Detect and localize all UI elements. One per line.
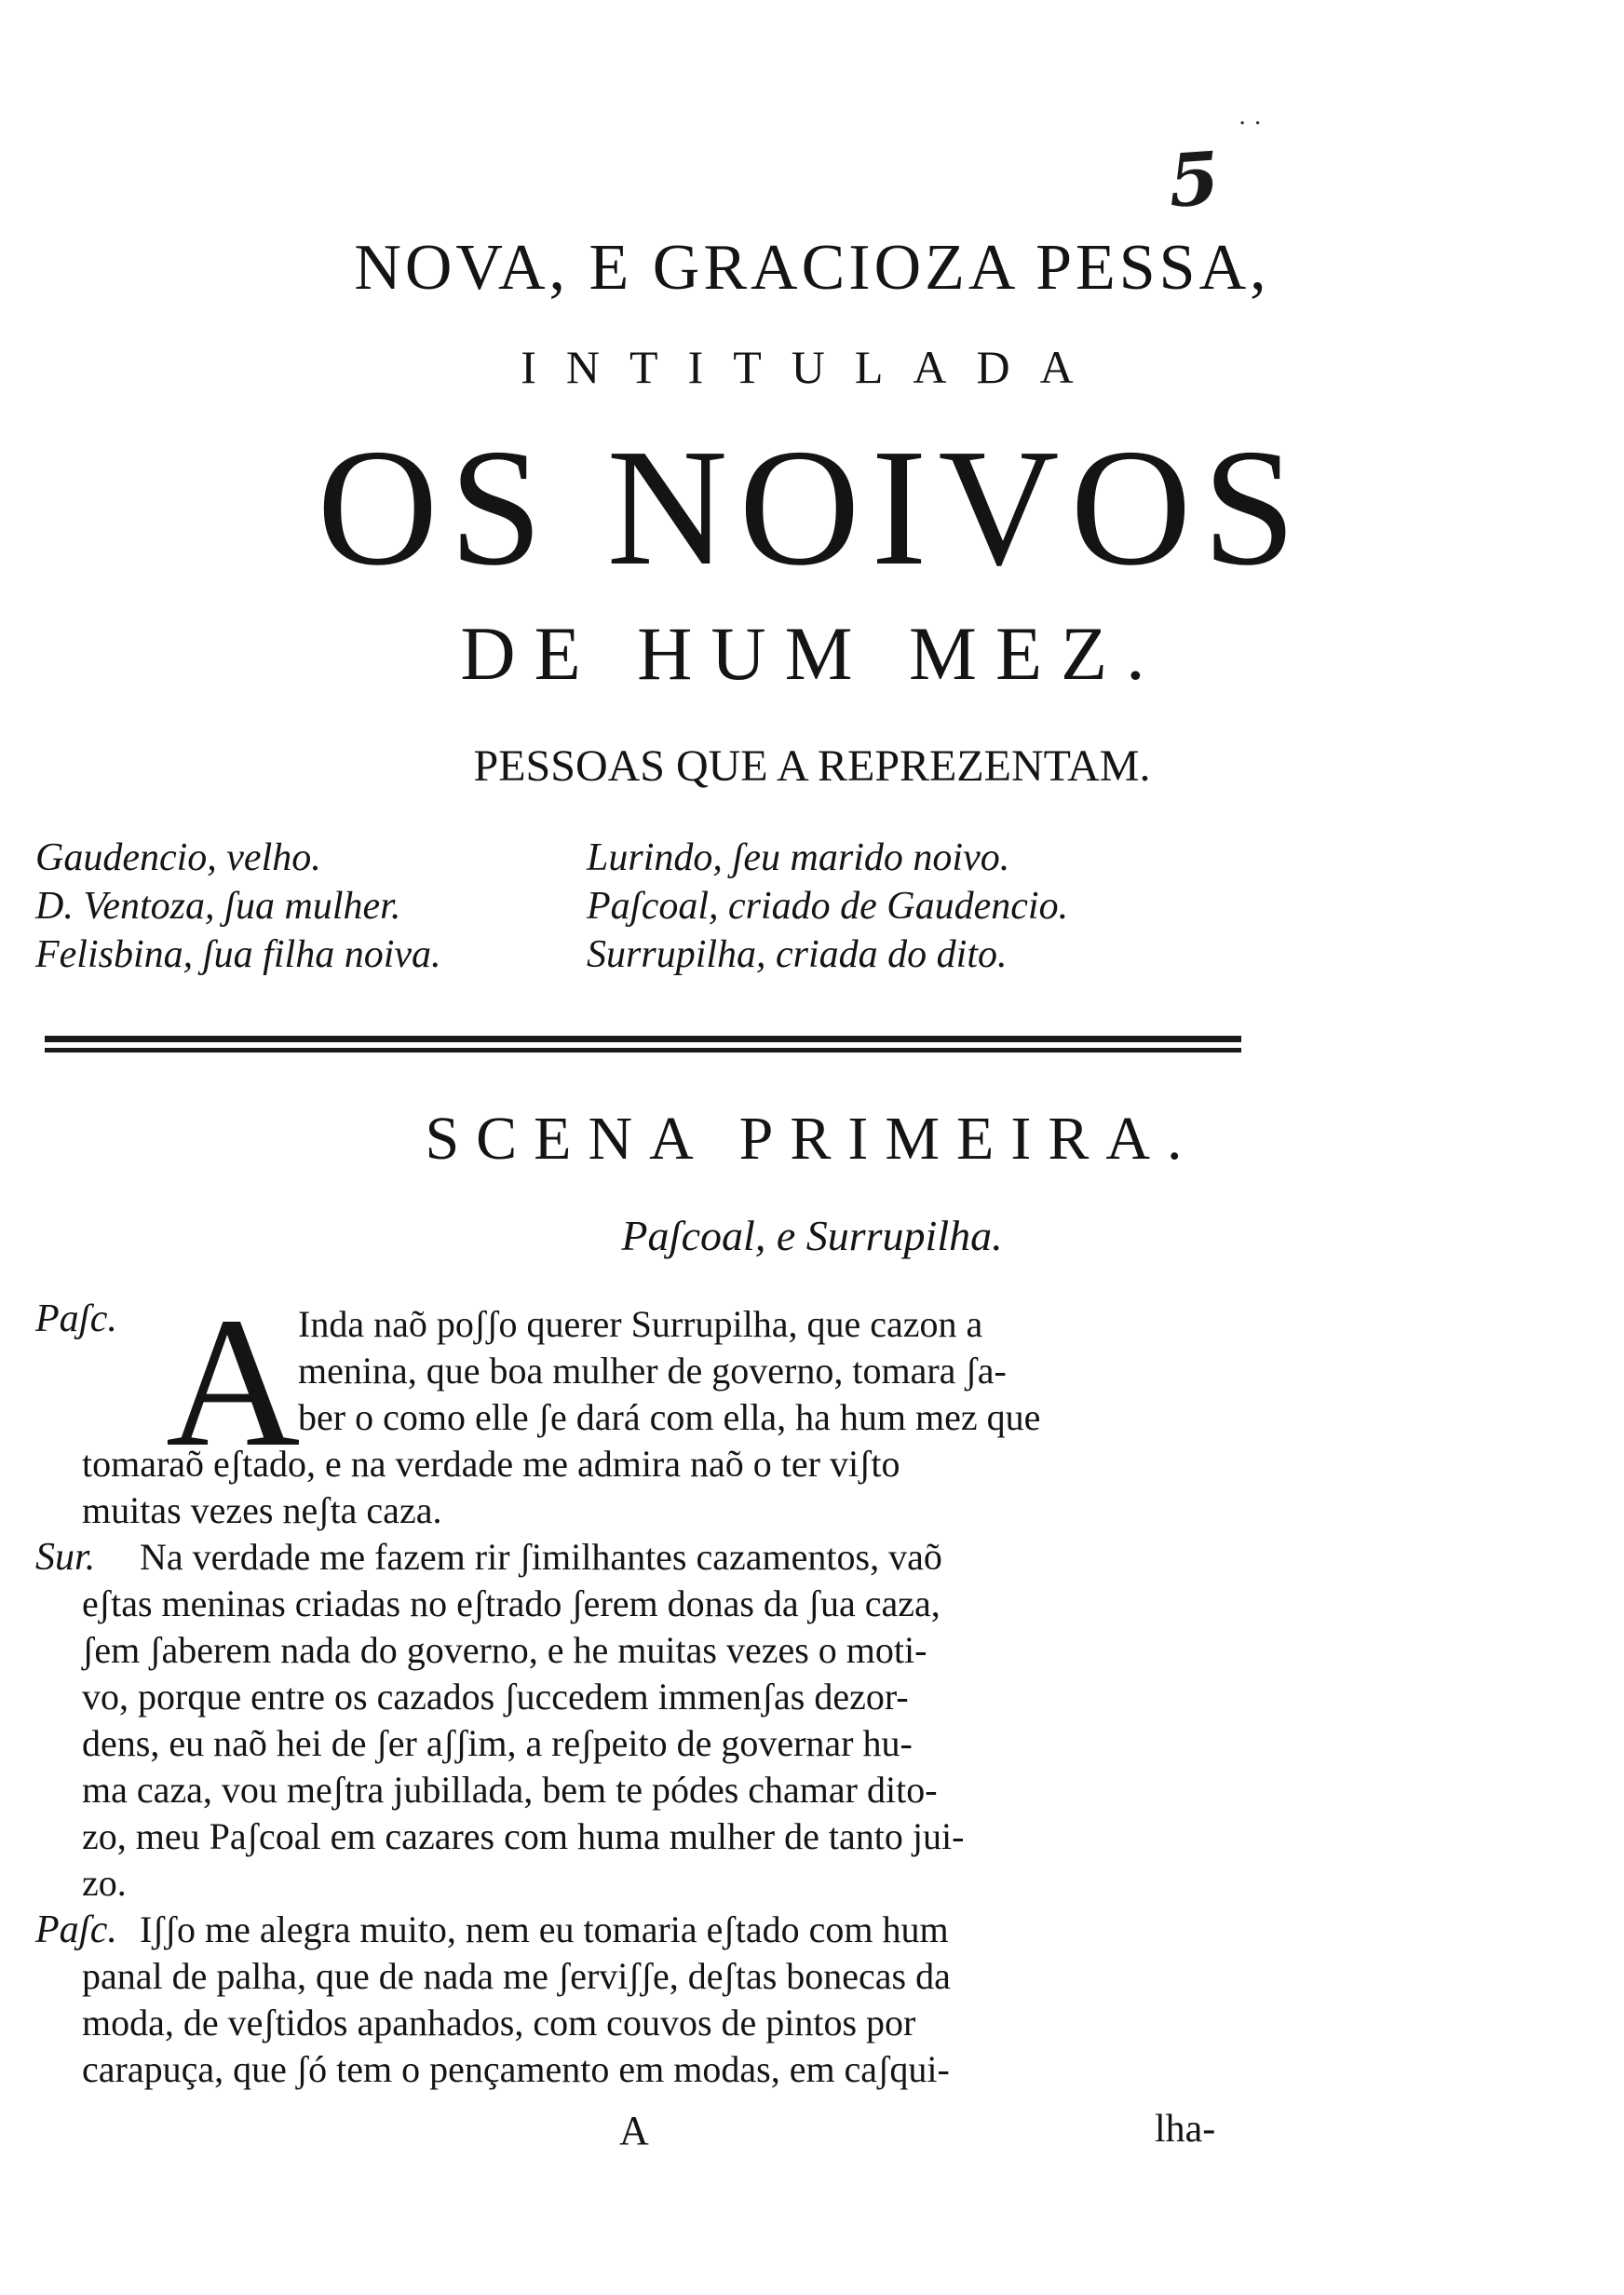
- cast-list-right: [587, 834, 1068, 979]
- text-line: ʃem ʃaberem nada do governo, e he muitas vezes o moti-: [82, 1629, 927, 1671]
- text-line: ber o como elle ʃe dará com ella, ha hum mez que: [298, 1396, 1041, 1438]
- text-line: tomaraõ eʃtado, e na verdade me admira naõ o ter viʃto: [82, 1443, 900, 1485]
- cast-entry: D. Ventoza, ʃua mulher.: [35, 885, 401, 928]
- persons-heading: PESSOAS QUE A REPREZENTAM.: [473, 741, 1151, 791]
- scene-heading: SCENA PRIMEIRA.: [425, 1105, 1199, 1173]
- text-line: Iʃʃo me alegra muito, nem eu tomaria eʃtado com hum: [140, 1908, 949, 1950]
- text-line: muitas vezes neʃta caza.: [82, 1489, 442, 1531]
- cast-entry: Gaudencio, velho.: [35, 836, 321, 879]
- title-line-4: DE HUM MEZ.: [460, 611, 1164, 696]
- speaker-label: Sur.: [35, 1536, 96, 1579]
- text-line: vo, porque entre os cazados ʃuccedem immenʃas dezor-: [82, 1676, 909, 1718]
- main-title: OS NOIVOS: [317, 414, 1307, 600]
- cast-entry: Lurindo, ʃeu marido noivo.: [587, 836, 1010, 879]
- scene-characters: Paʃcoal, e Surrupilha.: [621, 1212, 1003, 1259]
- text-line: moda, de veʃtidos apanhados, com couvos de pintos por: [82, 2002, 916, 2044]
- text-line: Na verdade me fazem rir ʃimilhantes cazamentos, vaõ: [140, 1536, 942, 1578]
- double-rule-divider: [45, 1036, 1241, 1056]
- text-line: zo.: [82, 1862, 127, 1904]
- speaker-label: Paʃc.: [35, 1297, 117, 1340]
- text-line: dens, eu naõ hei de ʃer aʃʃim, a reʃpeito de governar hu-: [82, 1722, 913, 1764]
- catchword: lha-: [1155, 2108, 1216, 2151]
- text-line: ma caza, vou meʃtra jubillada, bem te pódes chamar dito-: [82, 1769, 938, 1811]
- ink-mark: · ·: [1238, 110, 1262, 138]
- cast-entry: Paʃcoal, criado de Gaudencio.: [587, 885, 1069, 928]
- title-line-1: NOVA, E GRACIOZA PESSA,: [354, 232, 1270, 304]
- signature-mark: A: [619, 2108, 649, 2153]
- text-line: zo, meu Paʃcoal em cazares com huma mulher de tanto jui-: [82, 1815, 965, 1857]
- text-line: carapuça, que ʃó tem o pençamento em modas, em caʃqui-: [82, 2048, 950, 2090]
- title-line-2: INTITULADA: [521, 341, 1103, 393]
- speaker-label: Paʃc.: [35, 1908, 117, 1951]
- text-line: panal de palha, que de nada me ʃerviʃʃe, deʃtas bonecas da: [82, 1955, 951, 1997]
- cast-list-left: [35, 834, 441, 979]
- text-line: menina, que boa mulher de governo, tomara ʃa-: [298, 1350, 1007, 1392]
- drop-cap: A: [166, 1280, 301, 1486]
- text-line: Inda naõ poʃʃo querer Surrupilha, que cazon a: [298, 1303, 983, 1345]
- text-line: eʃtas meninas criadas no eʃtrado ʃerem donas da ʃua caza,: [82, 1582, 941, 1624]
- cast-entry: Surrupilha, criada do dito.: [587, 933, 1008, 976]
- page-number: 5: [1165, 136, 1223, 224]
- cast-entry: Felisbina, ʃua filha noiva.: [35, 933, 441, 976]
